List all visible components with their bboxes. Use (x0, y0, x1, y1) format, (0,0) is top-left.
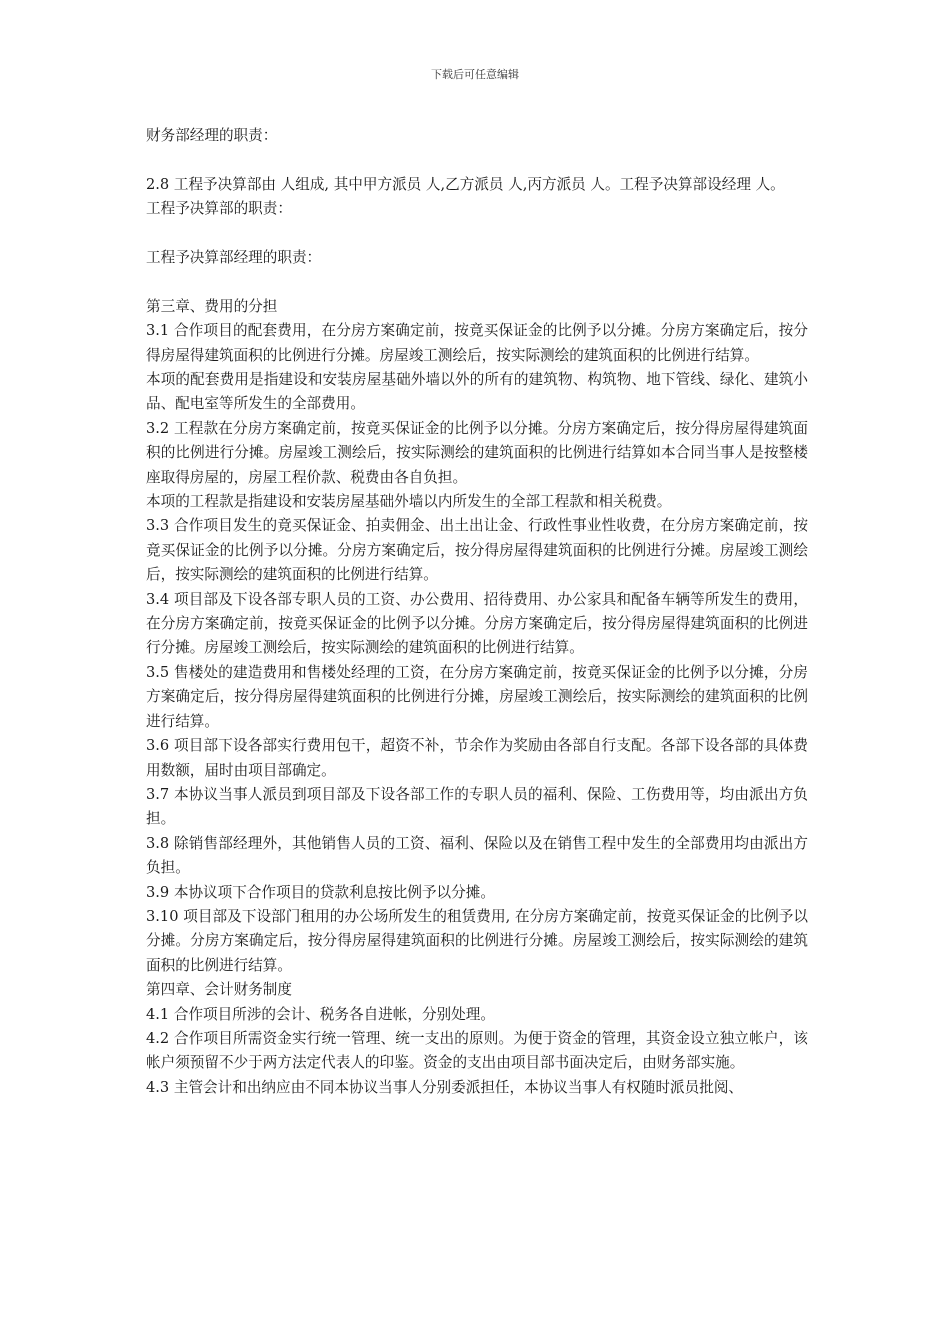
paragraph: 财务部经理的职责： (146, 127, 278, 144)
paragraph: 本项的工程款是指建设和安装房屋基础外墙以内所发生的全部工程款和相关税费。 (146, 493, 672, 511)
document-body (146, 124, 808, 1100)
chapter-heading: 第四章、会计财务制度 (146, 981, 292, 999)
paragraph: 3.10 项目部及下设部门租用的办公场所发生的租赁费用, 在分房方案确定前，按竟买保证金的比例予以分摊。分房方案确定后，按分得房屋得建筑面积的比例进行分摊。房屋竣工测绘后，按实际测绘的建筑面积的比例进行结算。 (146, 907, 808, 974)
blank-line (146, 270, 808, 294)
paragraph: 3.8 除销售部经理外，其他销售人员的工资、福利、保险以及在销售工程中发生的全部费用均由派出方负担。 (146, 834, 808, 877)
paragraph: 本项的配套费用是指建设和安装房屋基础外墙以外的所有的建筑物、构筑物、地下管线、绿化、建筑小品、配电室等所发生的全部费用。 (146, 371, 808, 413)
paragraph: 3.5 售楼处的建造费用和售楼处经理的工资，在分房方案确定前，按竟买保证金的比例予以分摊，分房方案确定后，按分得房屋得建筑面积的比例进行分摊，房屋竣工测绘后，按实际测绘的建筑面积的比例进行结算。 (146, 663, 808, 730)
paragraph: 3.1 合作项目的配套费用，在分房方案确定前，按竟买保证金的比例予以分摊。分房方案确定后，按分得房屋得建筑面积的比例进行分摊。房屋竣工测绘后，按实际测绘的建筑面积的比例进行结算。 (146, 322, 808, 364)
paragraph: 工程予决算部经理的职责： (146, 249, 322, 266)
chapter-heading: 第三章、费用的分担 (146, 297, 278, 315)
paragraph: 3.3 合作项目发生的竟买保证金、拍卖佣金、出土出让金、行政性事业性收费，在分房方案确定前，按竟买保证金的比例予以分摊。分房方案确定后，按分得房屋得建筑面积的比例进行分摊。房屋竣工测绘后，按实际测绘的建筑面积的比例进行结算。 (146, 517, 808, 584)
paragraph: 3.6 项目部下设各部实行费用包干，超资不补，节余作为奖励由各部自行支配。各部下设各部的具体费用数额，届时由项目部确定。 (146, 737, 808, 779)
paragraph: 2.8 工程予决算部由 人组成, 其中甲方派员 人,乙方派员 人,丙方派员 人。工程予决算部设经理 人。 (146, 175, 785, 193)
page-header: 下载后可任意编辑 (431, 68, 519, 81)
paragraph: 4.1 合作项目所涉的会计、税务各自进帐，分别处理。 (146, 1005, 495, 1023)
paragraph: 3.7 本协议当事人派员到项目部及下设各部工作的专职人员的福利、保险、工伤费用等，均由派出方负担。 (146, 785, 808, 828)
paragraph: 工程予决算部的职责： (146, 200, 292, 218)
paragraph: 4.2 合作项目所需资金实行统一管理、统一支出的原则。为便于资金的管理，其资金设立独立帐户，该帐户须预留不少于两方法定代表人的印鉴。资金的支出由项目部书面决定后，由财务部实施。 (146, 1029, 808, 1072)
paragraph: 3.4 项目部及下设各部专职人员的工资、办公费用、招待费用、办公家具和配备车辆等所发生的费用，在分房方案确定前，按竟买保证金的比例予以分摊。分房方案确定后，按分得房屋得建筑面积的比例进行分摊。房屋竣工测绘后，按实际测绘的建筑面积的比例进行结算。 (146, 590, 808, 657)
paragraph: 4.3 主管会计和出纳应由不同本协议当事人分别委派担任，本协议当事人有权随时派员批阅、 (146, 1078, 744, 1096)
blank-line (146, 148, 808, 172)
paragraph: 3.2 工程款在分房方案确定前，按竟买保证金的比例予以分摊。分房方案确定后，按分得房屋得建筑面积的比例进行分摊。房屋竣工测绘后，按实际测绘的建筑面积的比例进行结算如本合同当事人是按整楼座取得房屋的，房屋工程价款、税费由各自负担。 (146, 419, 808, 486)
blank-line (146, 222, 808, 246)
paragraph: 3.9 本协议项下合作项目的贷款利息按比例予以分摊。 (146, 883, 495, 901)
